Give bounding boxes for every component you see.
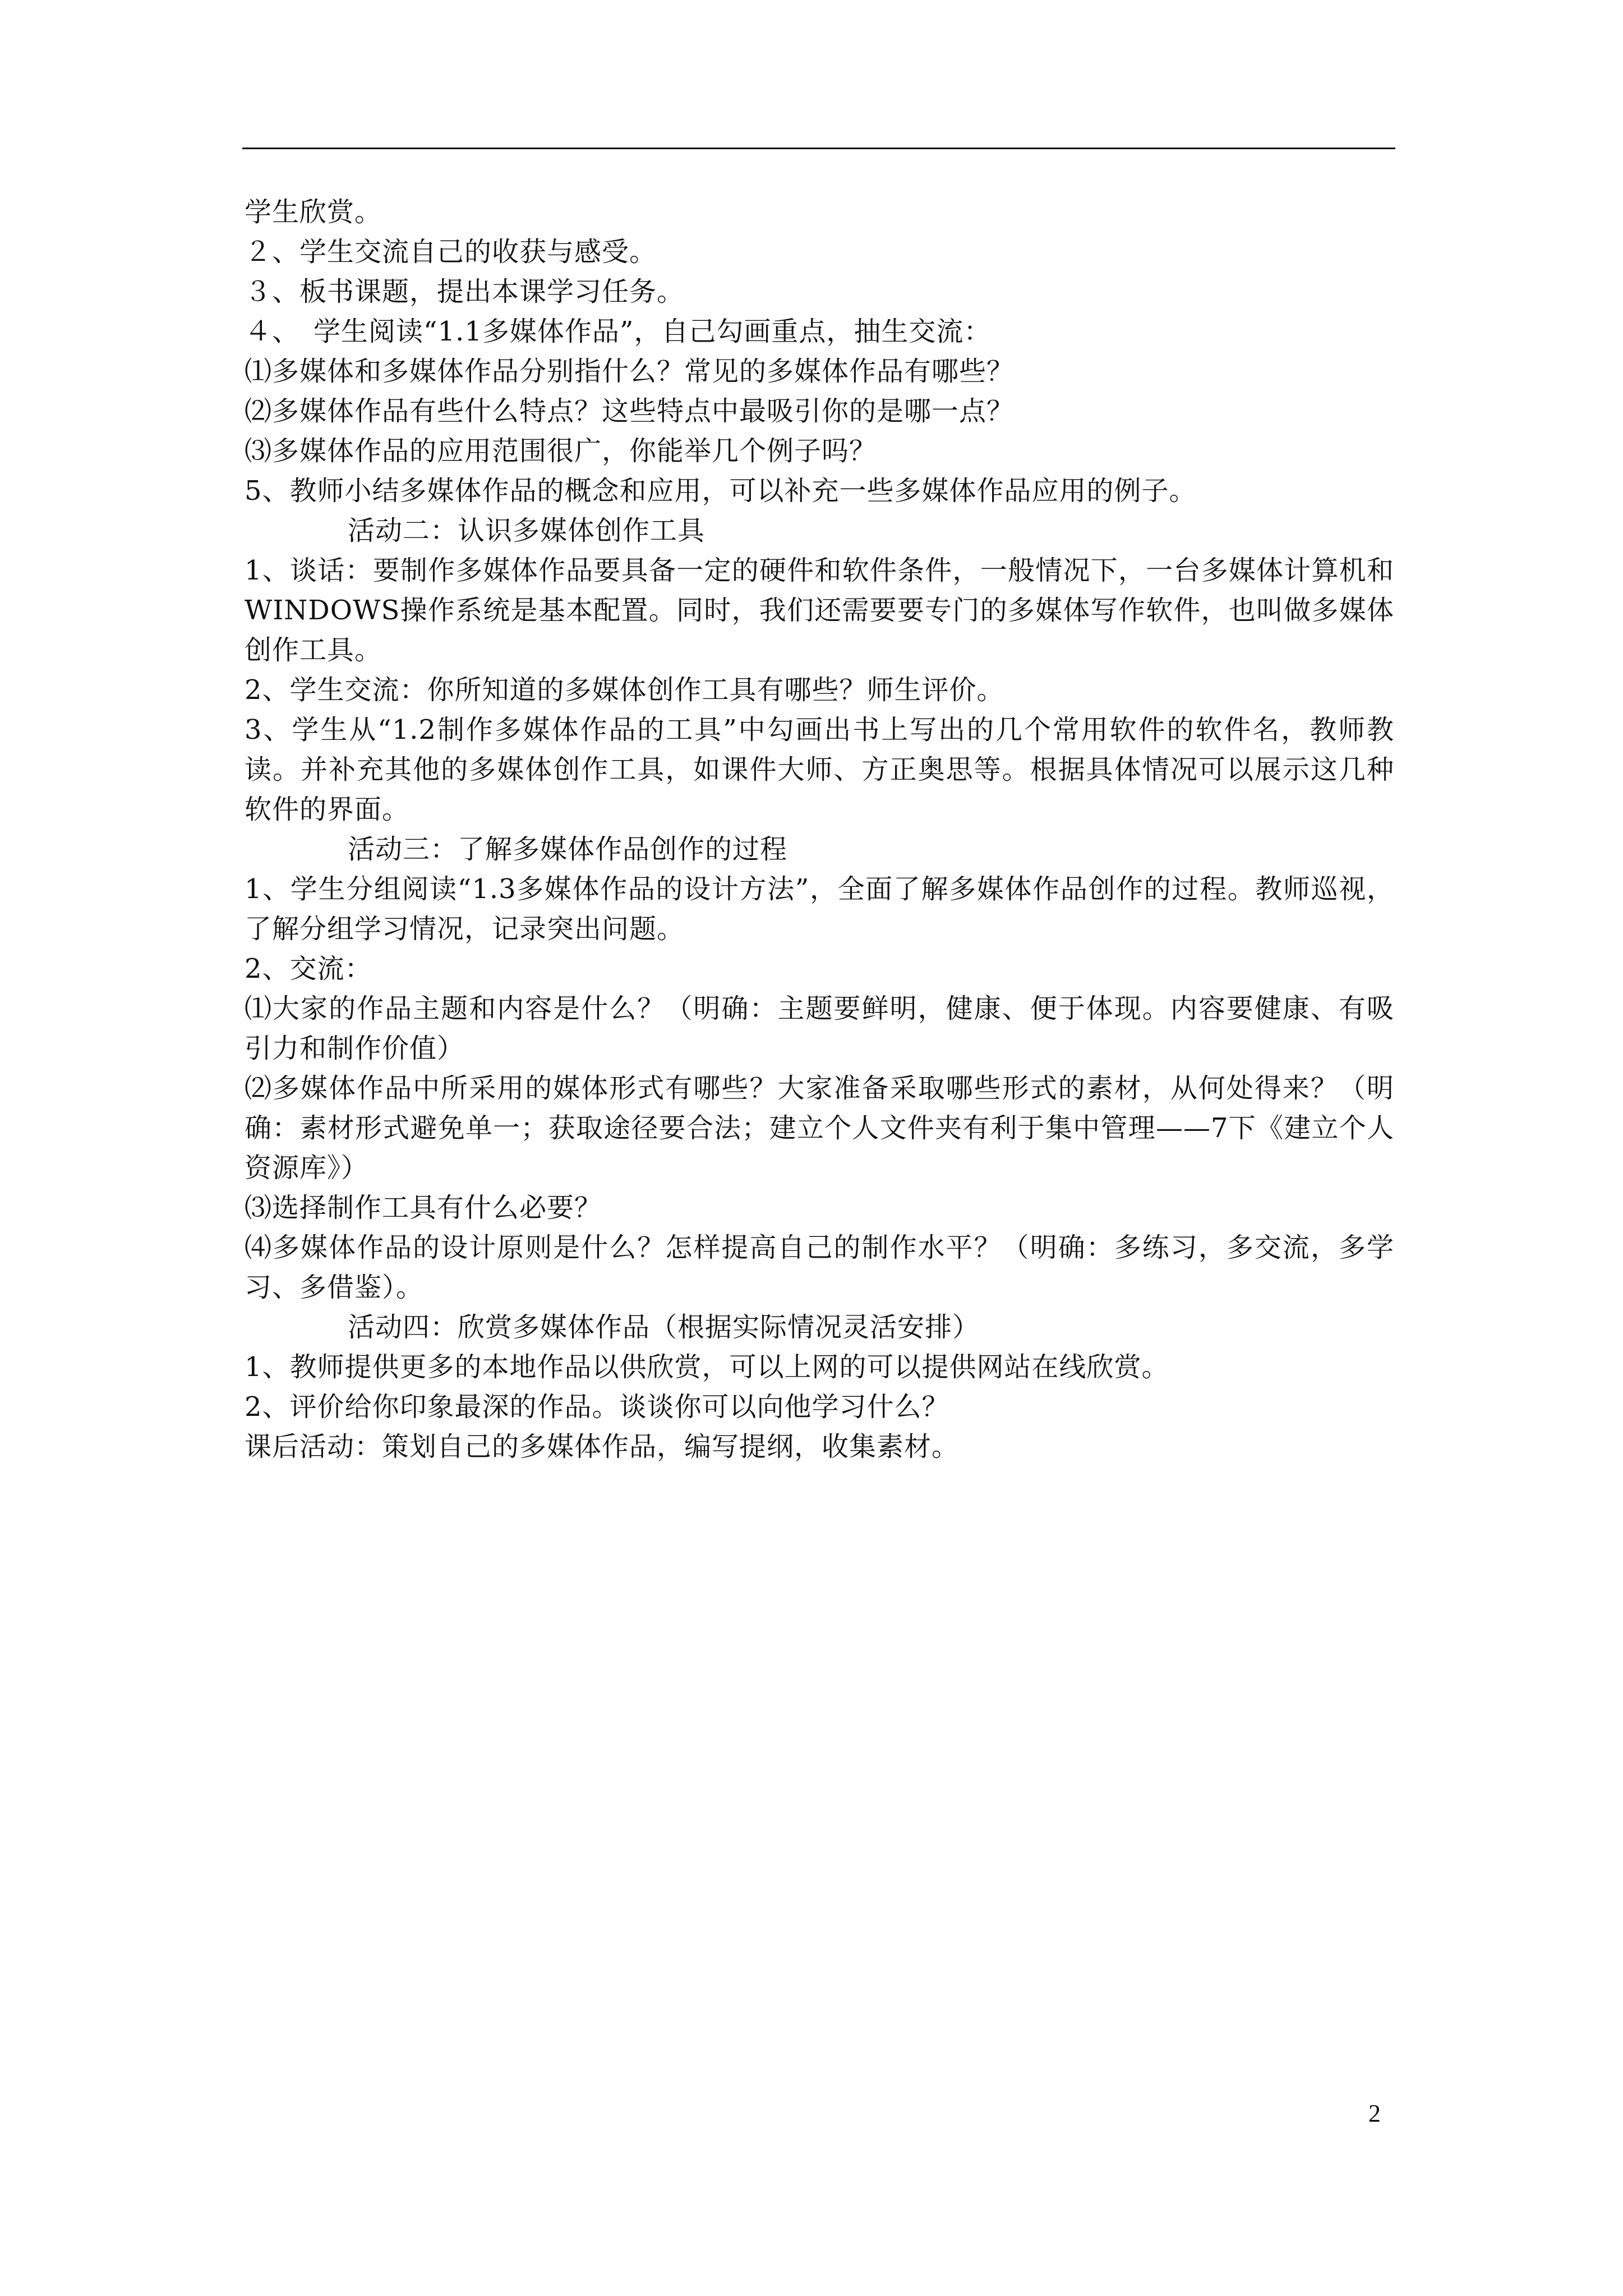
paragraph: ３、板书课题，提出本课学习任务。 — [245, 276, 685, 307]
activity-heading: 活动二：认识多媒体创作工具 — [348, 515, 706, 546]
paragraph: ⑴多媒体和多媒体作品分别指什么？常见的多媒体作品有哪些？ — [245, 356, 1015, 387]
paragraph: 2、交流： — [245, 953, 372, 984]
paragraph: ⑷多媒体作品的设计原则是什么？怎样提高自己的制作水平？（明确：多练习，多交流，多学习、多借鉴）。 — [245, 1232, 1394, 1303]
paragraph: 2、学生交流：你所知道的多媒体创作工具有哪些？师生评价。 — [245, 674, 1004, 706]
paragraph: 课后活动：策划自己的多媒体作品，编写提纲，收集素材。 — [245, 1431, 960, 1462]
paragraph: 5、教师小结多媒体作品的概念和应用，可以补充一些多媒体作品应用的例子。 — [245, 475, 1197, 507]
paragraph: ⑶多媒体作品的应用范围很广，你能举几个例子吗？ — [245, 435, 877, 467]
paragraph: 1、学生分组阅读“1.3多媒体作品的设计方法”，全面了解多媒体作品创作的过程。教师巡视，了解分组学习情况，记录突出问题。 — [245, 873, 1394, 945]
paragraph: 2、评价给你印象最深的作品。谈谈你可以向他学习什么？ — [245, 1391, 949, 1423]
paragraph: ⑶选择制作工具有什么必要？ — [245, 1192, 602, 1223]
activity-heading: 活动四：欣赏多媒体作品（根据实际情况灵活安排） — [348, 1312, 980, 1343]
paragraph: ⑴大家的作品主题和内容是什么？（明确：主题要鲜明，健康、便于体现。内容要健康、有吸引力和制作价值） — [245, 993, 1394, 1064]
header-rule — [242, 148, 1395, 149]
paragraph: ⑵多媒体作品有些什么特点？这些特点中最吸引你的是哪一点？ — [245, 395, 1015, 427]
paragraph: 1、教师提供更多的本地作品以供欣赏，可以上网的可以提供网站在线欣赏。 — [245, 1351, 1169, 1383]
paragraph: ２、学生交流自己的收获与感受。 — [245, 236, 657, 268]
paragraph: ４、 学生阅读“1.1多媒体作品”，自己勾画重点，抽生交流： — [245, 316, 992, 347]
paragraph: ⑵多媒体作品中所采用的媒体形式有哪些？大家准备采取哪些形式的素材，从何处得来？（明确：素材形式避免单一；获取途径要合法；建立个人文件夹有利于集中管理——7下《建立个人资源库》） — [245, 1073, 1394, 1184]
paragraph: 学生欣赏。 — [245, 196, 382, 228]
activity-heading: 活动三：了解多媒体作品创作的过程 — [348, 834, 788, 865]
document-body — [245, 192, 1394, 1467]
paragraph: 3、学生从“1.2制作多媒体作品的工具”中勾画出书上写出的几个常用软件的软件名，教师教读。并补充其他的多媒体创作工具，如课件大师、方正奥思等。根据具体情况可以展示这几种软件的界面。 — [245, 714, 1394, 825]
paragraph: 1、谈话：要制作多媒体作品要具备一定的硬件和软件条件，一般情况下，一台多媒体计算机和WINDOWS操作系统是基本配置。同时，我们还需要要专门的多媒体写作软件，也叫做多媒体创作工具。 — [245, 555, 1394, 666]
page-number: 2 — [1368, 2100, 1381, 2127]
